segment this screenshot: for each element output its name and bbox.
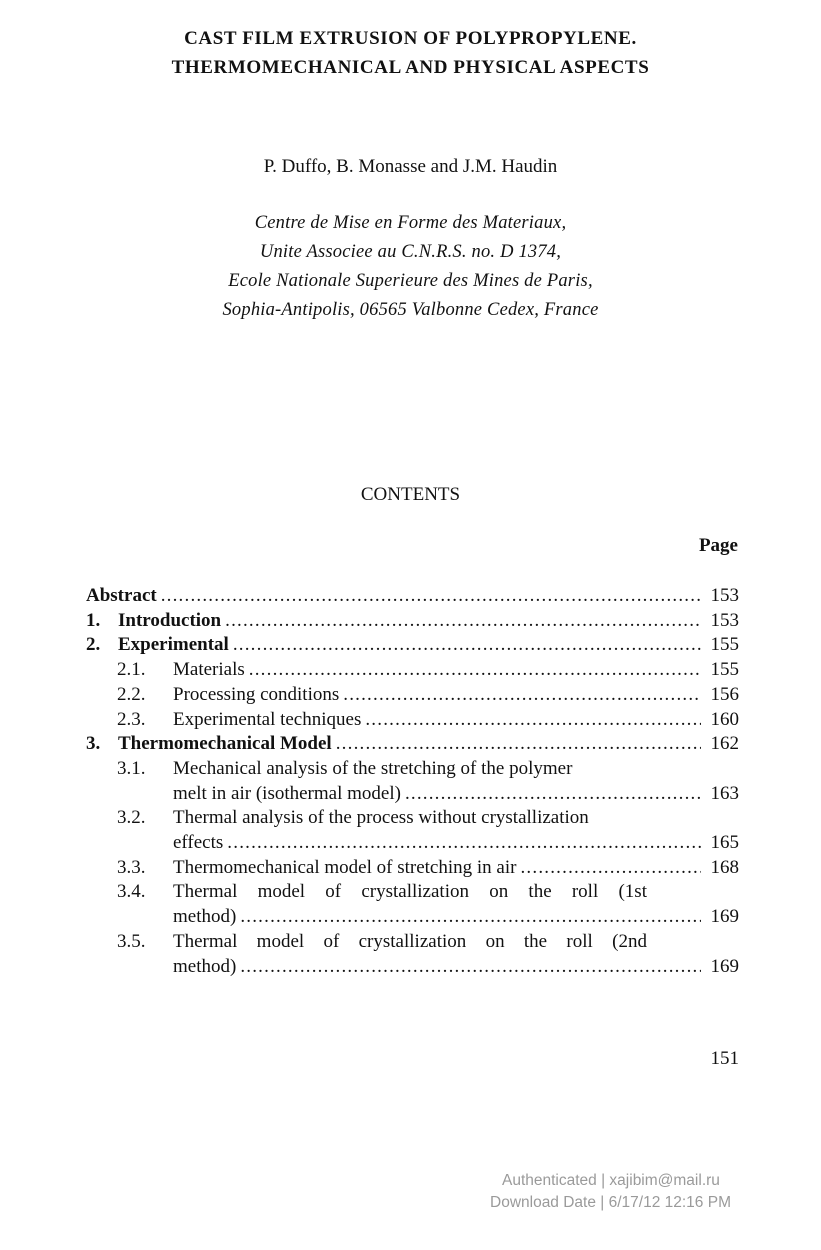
toc-entry-number: 3.1. xyxy=(117,757,146,779)
toc-entry-crystallization-method-1 xyxy=(86,880,739,929)
toc-entry-thermomechanical-stretching xyxy=(86,856,739,881)
toc-label-word: crystallization xyxy=(361,881,469,903)
toc-entry-thermomechanical-model xyxy=(86,732,739,757)
paper-title-line-1: CAST FILM EXTRUSION OF POLYPROPYLENE. xyxy=(184,28,637,49)
toc-label-word: of xyxy=(325,881,342,903)
toc-entry-label-continued: method) xyxy=(173,955,237,977)
toc-entry-number: 2.3. xyxy=(117,708,146,730)
toc-entry-label-continued: melt in air (isothermal model) xyxy=(173,782,401,804)
page-number: 151 xyxy=(710,1048,739,1069)
toc-entry-experimental-techniques xyxy=(86,708,739,733)
toc-entry-experimental xyxy=(86,633,739,658)
toc-entry-mechanical-analysis xyxy=(86,757,739,806)
affiliation-line-3: Ecole Nationale Superieure des Mines de Paris, xyxy=(228,271,593,291)
toc-entry-label: Thermomechanical Model xyxy=(118,733,332,755)
toc-leader-dots xyxy=(161,584,701,609)
toc-entry-number: 2.2. xyxy=(117,683,146,705)
toc-label-word: on xyxy=(485,930,505,952)
toc-label-word: model xyxy=(257,881,306,903)
toc-entry-number: 1. xyxy=(86,609,101,631)
toc-entry-page: 155 xyxy=(710,659,739,681)
toc-leader-dots xyxy=(240,955,701,980)
toc-label-word: roll xyxy=(566,930,593,952)
toc-entry-abstract xyxy=(86,584,739,609)
paper-title-line-2: THERMOMECHANICAL AND PHYSICAL ASPECTS xyxy=(171,57,650,78)
toc-leader-dots xyxy=(336,732,701,757)
toc-entry-label-continued: method) xyxy=(173,906,237,928)
affiliation-line-2: Unite Associee au C.N.R.S. no. D 1374, xyxy=(259,242,562,262)
toc-leader-dots xyxy=(249,658,701,683)
toc-entry-number: 2.1. xyxy=(117,659,146,681)
toc-leader-dots xyxy=(405,782,701,807)
toc-entry-label: Experimental techniques xyxy=(173,708,362,730)
toc-entry-page: 169 xyxy=(710,906,739,928)
contents-heading: CONTENTS xyxy=(360,484,461,505)
toc-entry-page: 168 xyxy=(710,856,739,878)
toc-label-word: (1st xyxy=(618,881,647,903)
toc-entry-page: 156 xyxy=(710,683,739,705)
toc-label-word: roll xyxy=(571,881,599,903)
toc-entry-number: 3.3. xyxy=(117,856,146,878)
toc-entry-page: 169 xyxy=(710,955,739,977)
page-column-header: Page xyxy=(698,535,738,556)
toc-entry-label: Mechanical analysis of the stretching of the polymer xyxy=(173,757,573,779)
toc-entry-number: 3.4. xyxy=(117,881,146,903)
toc-entry-introduction xyxy=(86,609,739,634)
toc-entry-page: 165 xyxy=(710,832,739,854)
toc-entry-label xyxy=(173,880,739,905)
toc-entry-thermal-analysis xyxy=(86,806,739,855)
toc-entry-page: 162 xyxy=(710,733,739,755)
toc-entry-page: 153 xyxy=(710,585,739,606)
toc-label-word: model xyxy=(256,930,305,952)
toc-leader-dots xyxy=(240,905,701,930)
toc-entry-label xyxy=(173,930,739,955)
toc-leader-dots xyxy=(225,609,701,634)
watermark-download-date: Download Date | 6/17/12 12:16 PM xyxy=(490,1194,731,1211)
toc-leader-dots xyxy=(343,683,701,708)
toc-entry-label: Introduction xyxy=(118,609,222,631)
toc-entry-page: 155 xyxy=(710,634,739,656)
toc-label-word: Thermal xyxy=(173,881,238,903)
affiliation-line-4: Sophia-Antipolis, 06565 Valbonne Cedex, France xyxy=(222,300,599,320)
toc-entry-materials xyxy=(86,658,739,683)
toc-entry-crystallization-method-2 xyxy=(86,930,739,979)
toc-leader-dots xyxy=(233,633,701,658)
toc-entry-label-continued: effects xyxy=(173,832,224,854)
watermark-authenticated: Authenticated | xajibim@mail.ru xyxy=(502,1172,720,1189)
toc-entry-label: Experimental xyxy=(118,634,229,656)
toc-entry-label: Materials xyxy=(173,659,245,681)
toc-label-word: the xyxy=(523,930,548,952)
affiliation-line-1: Centre de Mise en Forme des Materiaux, xyxy=(254,213,567,233)
toc-entry-label: Thermomechanical model of stretching in air xyxy=(173,856,517,878)
toc-entry-page: 163 xyxy=(710,782,739,804)
toc-label-word: the xyxy=(528,881,552,903)
toc-entry-label: Abstract xyxy=(86,585,157,606)
toc-entry-page: 153 xyxy=(710,609,739,631)
table-of-contents xyxy=(86,584,739,979)
toc-label-word: crystallization xyxy=(358,930,467,952)
toc-entry-number: 2. xyxy=(86,634,101,656)
toc-entry-number: 3.2. xyxy=(117,807,146,829)
toc-leader-dots xyxy=(520,856,701,881)
toc-label-word: (2nd xyxy=(612,930,647,952)
toc-label-word: of xyxy=(323,930,340,952)
toc-leader-dots xyxy=(227,831,701,856)
toc-entry-number: 3.5. xyxy=(117,930,146,952)
toc-entry-label: Thermal analysis of the process without crystallization xyxy=(173,807,589,829)
toc-leader-dots xyxy=(365,708,701,733)
toc-entry-page: 160 xyxy=(710,708,739,730)
toc-label-word: Thermal xyxy=(173,930,238,952)
toc-label-word: on xyxy=(489,881,509,903)
authors: P. Duffo, B. Monasse and J.M. Haudin xyxy=(263,156,558,177)
toc-entry-label: Processing conditions xyxy=(173,683,340,705)
toc-entry-number: 3. xyxy=(86,733,101,755)
toc-entry-processing-conditions xyxy=(86,683,739,708)
